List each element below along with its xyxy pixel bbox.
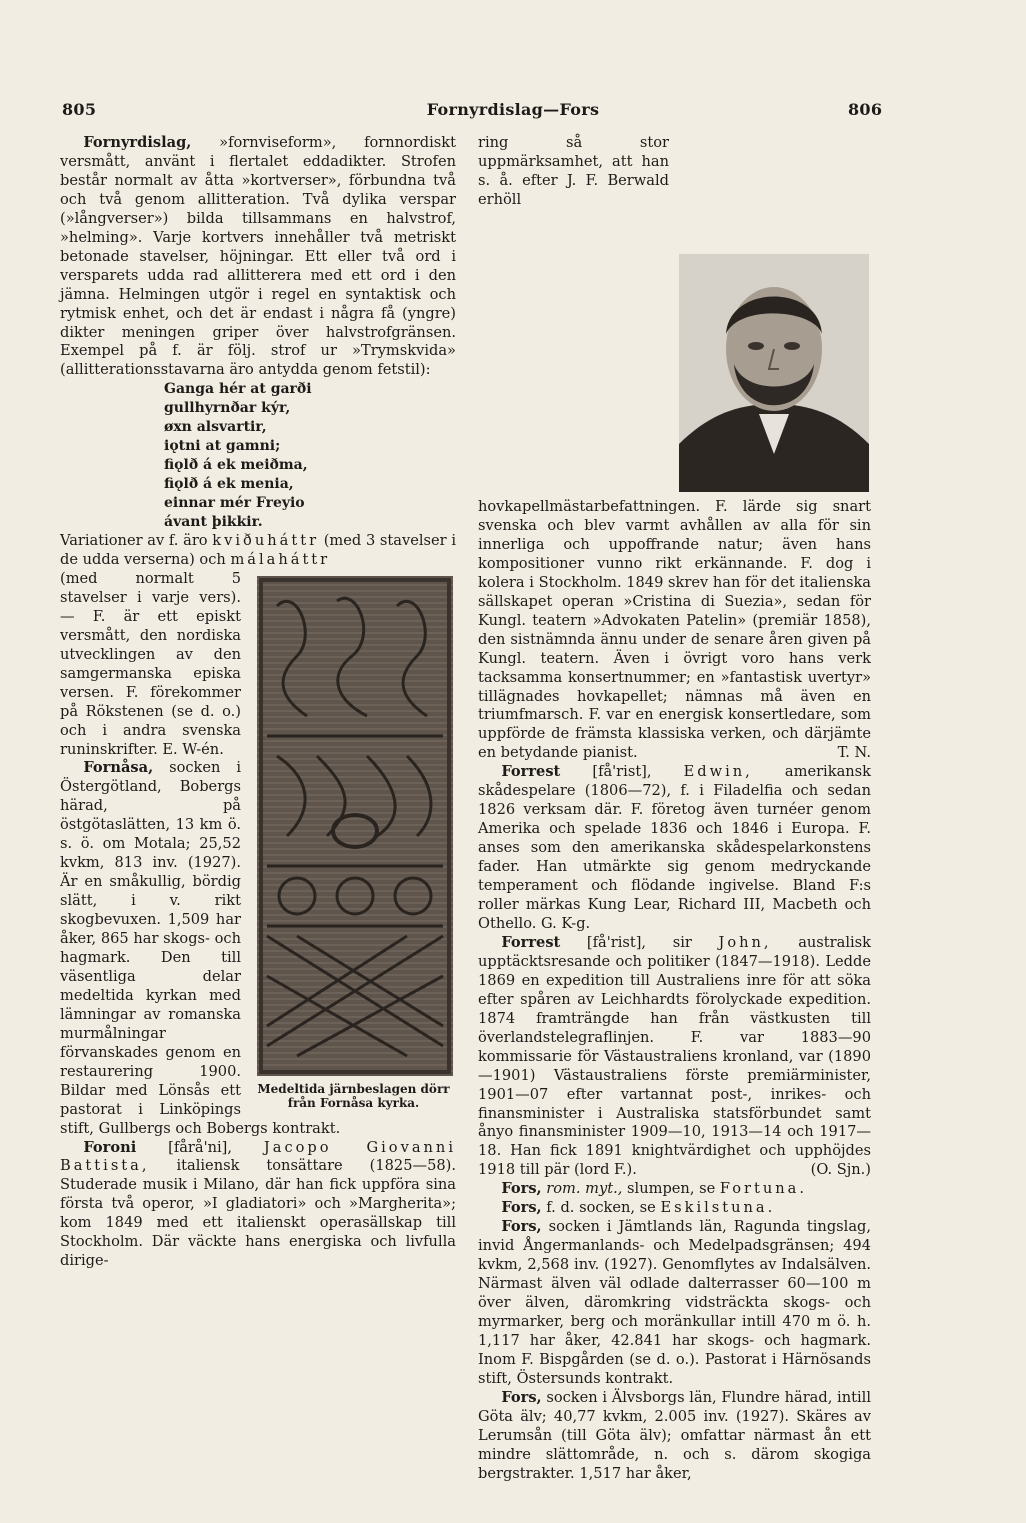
entry-text: australisk upptäcktsresande och politiker (1847—1918). Ledde 1869 en expedition till Australiens inre för att söka efter spåren av Leichhardts förolyckade expedition. 1874 framträngde han från västkusten till överlandstelegraflinjen. F. var 1883—90 kommissarie för Västaustraliens kronland, var (1890—1901) Västaustraliens förste premiärminister, 1901—07 efter vartannat post-, inrikes- och finansminister i Australiska statsförbundet samt ånyo finansminister 1909—10, 1913—14 och 1917—18. Han fick 1891 knightvärdighet och upphöjdes 1918 till pär (lord F.). <box>478 933 872 1179</box>
poem-line: einnar mér Freyio <box>164 495 305 512</box>
entry-headword: Fornåsa, <box>83 759 154 777</box>
entry-headword: Fors, <box>501 1388 542 1406</box>
pronunciation: [fårå'ni], <box>136 1138 264 1156</box>
poem-line: fiǫlð á ek meiðma, <box>164 457 308 474</box>
entry-headword: Foroni <box>83 1138 137 1156</box>
entry-headword: Forrest <box>501 933 561 951</box>
entry-text: f. d. socken, se <box>541 1199 661 1217</box>
door-illustration <box>257 576 453 1076</box>
entry-label: rom. myt., <box>541 1180 623 1198</box>
page-number-right: 806 <box>848 100 883 119</box>
entry-forrest-john <box>478 934 871 1180</box>
figure-caption: Medeltida järnbeslagen dörr från Fornåsa kyrka. <box>257 1081 450 1110</box>
entry-text: »fornviseform», fornnordiskt versmått, använt i flertalet eddadikter. Strofen består normalt av åtta »kortverser», förbundna två och två genom allitteration. Två dylika verspar (»långverser») bilda tillsammans en halvstrof, »helming». Varje kortvers innehåller två metriskt betonade stavelser, höjningar. Ett eller två ord i versparets udda rad allitterera med ett ord i den jämna. Helmingen utgör i regel en syntaktisk och rytmisk enhet, och det är endast i några få (yngre) dikter meningen griper över halvstrofgränsen. Exempel på f. är följ. strof ur »Trymskvida» (allitterationsstavarna äro antydda genom fetstil): <box>60 134 456 379</box>
entry-fors-fd <box>478 1199 871 1218</box>
poem-line: fiǫlð á ek menia, <box>164 476 294 493</box>
cross-reference: Fortuna. <box>719 1180 807 1198</box>
entry-headword: Fors, <box>501 1199 542 1217</box>
portrait-illustration <box>679 254 869 492</box>
entry-text: italiensk tonsättare (1825—58). Studerade musik i Milano, där han fick uppföra sina första två operor, »I gladiatori» och »Margherita»; kom 1849 med ett italienskt operasällskap till Stockholm. Där väckte hans energiska och livfulla dirige- <box>60 1157 456 1270</box>
term-malahattr: málaháttr <box>230 550 331 568</box>
person-name: Edwin, <box>683 763 753 781</box>
poem-line: øxn alsvartir, <box>164 419 267 436</box>
author-signature: G. K-g. <box>541 914 591 932</box>
right-column <box>478 134 871 1484</box>
entry-text: socken i Östergötland, Bobergs härad, på östgötaslätten, 13 km ö. s. ö. om Motala; 25,52 kvkm, 813 inv. (1927). Är en småkullig, bördig slätt, i v. rikt skogbevuxen. 1,509 har åker, 865 har skogs- och hagmark. Den till väsentliga delar medeltida kyrkan med lämningar av romanska murmålningar förvanskades genom en restaurering 1900. Bildar med Lönsås ett pastorat i Linköpings stift, Gullbergs och Bobergs kontrakt. <box>60 759 341 1137</box>
author-signature: E. W-én. <box>162 740 224 758</box>
entry-text: Variationer av f. äro <box>60 532 213 550</box>
author-signature: (O. Sjn.) <box>810 1161 871 1179</box>
figure-foroni-portrait <box>679 254 871 494</box>
entry-headword: Fors, <box>501 1218 542 1236</box>
entry-text: amerikansk skådespelare (1806—72), f. i Filadelfia och sedan 1826 verksam där. F. företog även turnéer genom Amerika och spelade 1836 och 1846 i Europa. F. anses som den amerikanska skådespelarkonstens fader. Han utmärkte sig genom medryckande temperament och flödande ingivelse. Bland F:s roller märkas Kung Lear, Richard III, Macbeth och Othello. <box>478 763 871 932</box>
running-title: Fornyrdislag—Fors <box>426 100 600 119</box>
portrait-image <box>679 254 869 492</box>
church-door-image <box>257 576 453 1076</box>
entry-forrest-edwin <box>478 763 871 934</box>
entry-fors-myt <box>478 1180 871 1199</box>
entry-text: slumpen, se <box>622 1180 720 1198</box>
entry-headword: Fors, <box>501 1180 542 1198</box>
pronunciation: [få'rist], sir <box>560 933 719 951</box>
person-name: Jacopo Giovanni Battista, <box>60 1138 456 1175</box>
entry-headword: Fornyrdislag, <box>83 134 192 151</box>
entry-text: socken i Älvsborgs län, Flundre härad, intill Göta älv; 40,77 kvkm, 2.005 inv. (1927). Skäres av Lerumsån (till Göta älv); omfattar närmast ån ett mindre slättområde, n. och s. därom skogiga bergstrakter. 1,517 har åker, <box>478 1388 871 1482</box>
figure-church-door <box>251 576 456 1116</box>
entry-text: (med normalt 5 stavelser i varje vers). — F. är ett episkt versmått, den nordiska utvecklingen av den samgermanska episka versen. F. förekommer på Rökstenen (se d. o.) och i andra svenska runinskrifter. <box>60 569 241 758</box>
person-name: John, <box>718 933 772 951</box>
page-number-left: 805 <box>62 100 97 119</box>
poem-line: Ganga hér at garði <box>164 381 312 398</box>
entry-text: ring så stor uppmärksamhet, att han s. å. efter J. F. Berwald erhöll hovkapellmästarbefattningen. F. lärde sig snart svenska och blev varmt avhållen av alla för sin innerliga och uppoffrande natur; även hans kompositioner vunno rikt erkännande. F. dog i kolera i Stockholm. 1849 skrev han för det italienska sällskapet operan »Cristina di Suezia», sedan för Kungl. teatern »Advokaten Patelin» (premiär 1858), den sistnämnda ännu under de senare åren given på Kungl. teatern. Även i övrigt voro hans verk tacksamma konsertnummer; en »fantastisk uvertyr» tillägnades hovkapellet; nämnas må även en triumfmarsch. F. var en energisk konsertledare, som uppförde de främsta klassiska verken, och därjämte en betydande pianist. <box>478 134 871 762</box>
pronunciation: [få'rist], <box>560 763 684 781</box>
author-signature: T. N. <box>837 744 871 762</box>
entry-foroni <box>60 1139 456 1272</box>
poem-line: iǫtni at gamni; <box>164 438 281 455</box>
poem-line: ávant þikkir. <box>164 514 263 531</box>
entry-text: (med 3 stavelser i de udda verserna) och <box>60 532 456 568</box>
term-kvidahattr: kviðuháttr <box>212 532 320 550</box>
poem-line: gullhyrnðar kýr, <box>164 400 291 417</box>
left-column <box>60 134 456 1271</box>
entry-fornyrdislag <box>60 134 456 380</box>
poem-trymskvida <box>164 380 456 532</box>
entry-headword: Forrest <box>501 763 561 781</box>
entry-fors-alvsborg <box>478 1389 871 1484</box>
cross-reference: Eskilstuna. <box>660 1199 776 1217</box>
entry-fors-jamtland <box>478 1218 871 1389</box>
entry-variationer <box>60 532 456 570</box>
entry-text: socken i Jämtlands län, Ragunda tingslag, invid Ångermanlands- och Medelpadsgränsen; 494 kvkm, 2,568 inv. (1927). Genomflytes av Indalsälven. Närmast älven väl odlade dalterrasser 60—100 m över älven, däromkring vidsträckta skogs- och myrmarker, berg och moränkullar intill 470 m ö. h. 1,117 har åker, 42.841 har skogs- och hagmark. Inom F. Bispgården (se d. o.). Pastorat i Härnösands stift, Östersunds kontrakt. <box>478 1218 871 1387</box>
